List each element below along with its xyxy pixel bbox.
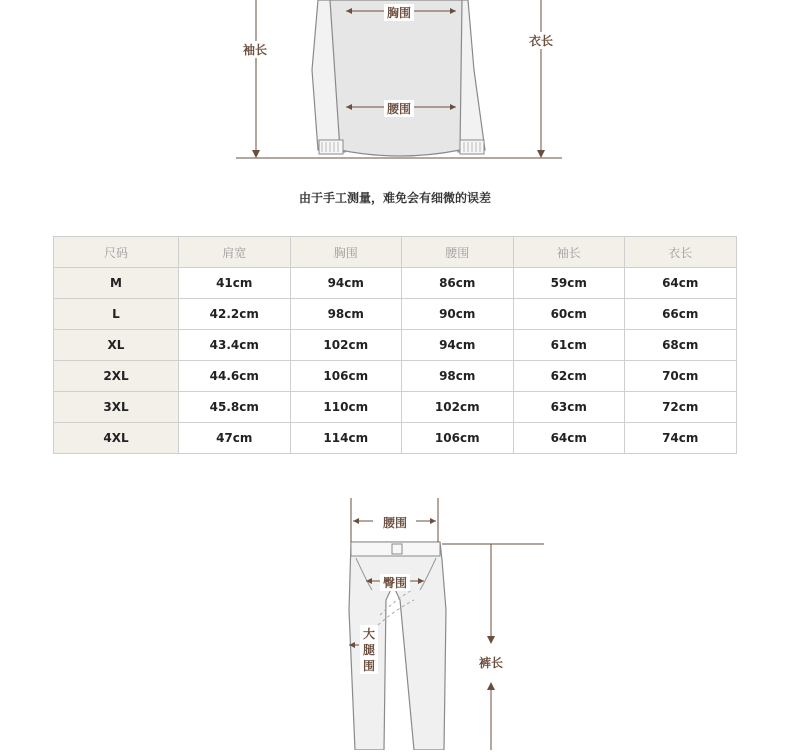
table-cell: 66cm <box>625 299 737 330</box>
table-cell: 106cm <box>290 361 402 392</box>
pants-diagram <box>0 490 790 750</box>
table-cell: 110cm <box>290 392 402 423</box>
table-row <box>54 423 737 454</box>
header-waist: 腰围 <box>402 237 514 268</box>
size-table <box>53 236 737 454</box>
table-cell: 102cm <box>402 392 514 423</box>
pants-thigh-label-3: 围 <box>360 657 378 674</box>
left-cuff <box>319 140 343 154</box>
table-cell: 72cm <box>625 392 737 423</box>
size-cell: M <box>54 268 179 299</box>
table-cell: 45.8cm <box>179 392 291 423</box>
header-chest: 胸围 <box>290 237 402 268</box>
table-cell: 74cm <box>625 423 737 454</box>
table-cell: 68cm <box>625 330 737 361</box>
header-length: 衣长 <box>625 237 737 268</box>
size-cell: XL <box>54 330 179 361</box>
size-cell: 2XL <box>54 361 179 392</box>
table-cell: 94cm <box>290 268 402 299</box>
table-cell: 64cm <box>513 423 625 454</box>
table-cell: 43.4cm <box>179 330 291 361</box>
chest-label: 胸围 <box>384 4 414 21</box>
garment-length-label: 衣长 <box>526 32 556 49</box>
table-cell: 114cm <box>290 423 402 454</box>
header-sleeve: 袖长 <box>513 237 625 268</box>
table-cell: 86cm <box>402 268 514 299</box>
table-header-row <box>54 237 737 268</box>
table-cell: 44.6cm <box>179 361 291 392</box>
table-cell: 62cm <box>513 361 625 392</box>
pants-thigh-label-1: 大 <box>360 625 378 642</box>
shirt-illustration <box>0 0 790 170</box>
table-row <box>54 330 737 361</box>
table-cell: 98cm <box>290 299 402 330</box>
table-cell: 70cm <box>625 361 737 392</box>
size-cell: 3XL <box>54 392 179 423</box>
table-cell: 106cm <box>402 423 514 454</box>
table-cell: 94cm <box>402 330 514 361</box>
table-row <box>54 361 737 392</box>
table-row <box>54 392 737 423</box>
table-cell: 90cm <box>402 299 514 330</box>
table-cell: 42.2cm <box>179 299 291 330</box>
pants-length-label: 裤长 <box>476 654 506 671</box>
table-cell: 60cm <box>513 299 625 330</box>
table-cell: 63cm <box>513 392 625 423</box>
table-cell: 61cm <box>513 330 625 361</box>
waist-label: 腰围 <box>384 100 414 117</box>
sleeve-length-label: 袖长 <box>240 41 270 58</box>
size-cell: L <box>54 299 179 330</box>
table-cell: 47cm <box>179 423 291 454</box>
table-row <box>54 299 737 330</box>
table-cell: 59cm <box>513 268 625 299</box>
shirt-diagram <box>0 0 790 170</box>
shirt-body <box>330 0 462 156</box>
table-cell: 41cm <box>179 268 291 299</box>
measurement-note: 由于手工测量，难免会有细微的误差 <box>298 191 491 205</box>
pants-thigh-label-2: 腿 <box>360 641 378 658</box>
pants-waist-label: 腰围 <box>380 514 410 531</box>
table-cell: 98cm <box>402 361 514 392</box>
table-cell: 102cm <box>290 330 402 361</box>
table-cell: 64cm <box>625 268 737 299</box>
size-cell: 4XL <box>54 423 179 454</box>
pants-hip-label: 臀围 <box>380 574 410 591</box>
table-row <box>54 268 737 299</box>
header-shoulder: 肩宽 <box>179 237 291 268</box>
header-size: 尺码 <box>54 237 179 268</box>
